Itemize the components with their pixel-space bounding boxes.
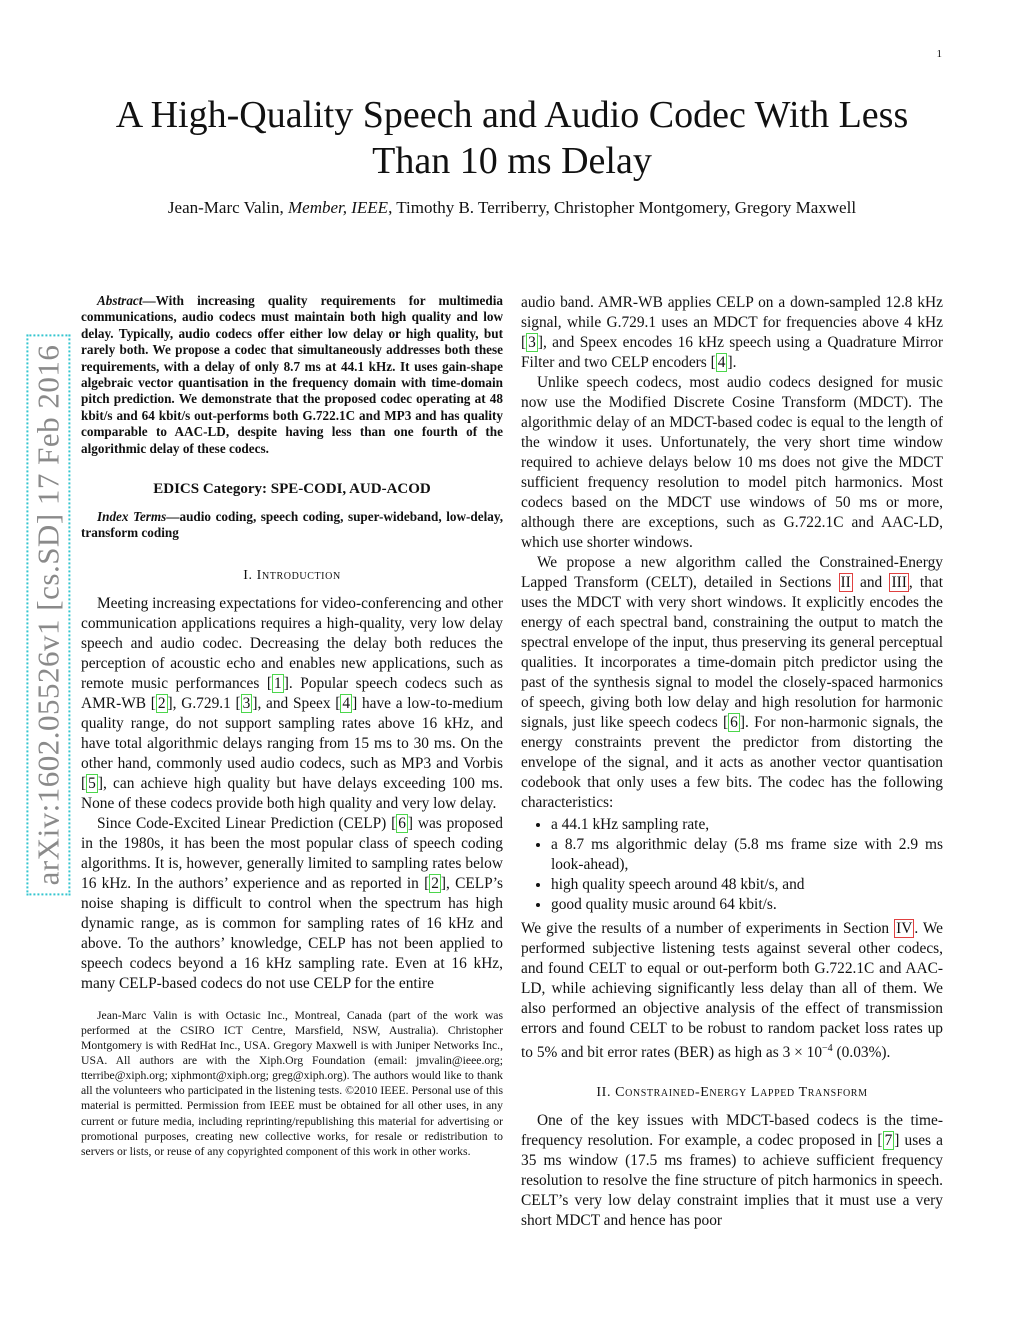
section-link[interactable]: IV (896, 920, 913, 937)
abstract-text: —With increasing quality requirements for multimedia communications, audio codecs must maintain both high quality and low delay. Typically, audio codecs offer either low delay or high quality, but rarely both. We propose a codec that simultaneously addresses both these requirements, with a delay of only 8.7 ms at 44.1 kHz. It uses gain-shape algebraic vector quantisation in the frequency domain with time-domain pitch prediction. We demonstrate that the proposed codec operating at 48 kbit/s and 64 kbit/s out-performs both G.722.1C and MP3 and has quality comparable to AAC-LD, despite having less than one fourth of the algorithmic delay of these codecs. (81, 293, 503, 456)
right-paragraph-2: Unlike speech codecs, most audio codecs designed for music now use the Modified Discrete Cosine Transform (MDCT). The algorithmic delay of an MDCT-based codec is equal to the length of the window it uses. Unfortunately, the very short time window required to achieve delays below 10 ms does not give the MDCT sufficient frequency resolution to model pitch harmonics. Most codecs based on the MDCT use windows of 50 ms or more, although there are exceptions, such as G.722.1C and AAC-LD, which use shorter windows. (521, 374, 943, 551)
right-paragraph-4 (521, 919, 943, 1063)
citation-link[interactable]: 4 (342, 694, 351, 712)
edics-category: EDICS Category: SPE-CODI, AUD-ACOD (153, 481, 431, 498)
text-run: audio band. AMR-WB applies CELP on a down-sampled 12.8 kHz signal, while G.729.1 uses an MDCT for frequencies above 4 kHz [ (521, 294, 943, 351)
index-terms (81, 509, 503, 542)
text-run: We propose a new algorithm called the Constrained-Energy Lapped Transform (CELT), detailed in Sections (521, 554, 943, 591)
citation-link[interactable]: 5 (88, 774, 96, 792)
text-run: ]. For non-harmonic signals, the energy constraints prevent the predictor from distorting the envelope of the signal, and it acts as another vector quantisation codebook that only uses a few bits. The codec has the following characteristics: (521, 714, 944, 811)
citation-link[interactable]: 6 (398, 814, 406, 832)
text-run: (0.03%). (832, 1044, 891, 1062)
right-paragraph-1 (521, 293, 943, 373)
section-link[interactable]: II (840, 574, 851, 591)
intro-paragraph-1 (81, 594, 503, 814)
text-run: We give the results of a number of experiments in Section (521, 920, 895, 937)
page-number: 1 (936, 48, 942, 60)
text-run: ], and Speex encodes 16 kHz speech using a Quadrature Mirror Filter and two CELP encoders [ (521, 334, 943, 371)
author-title: Member, IEEE (287, 198, 389, 217)
citation-link[interactable]: 4 (717, 354, 726, 371)
first-author: Jean-Marc Valin, (167, 198, 288, 217)
citation-link[interactable]: 3 (242, 694, 251, 712)
section-link[interactable]: III (891, 574, 907, 591)
exponent: −4 (822, 1043, 833, 1054)
citation-link[interactable]: 6 (730, 714, 738, 731)
text-run: ]. Popular speech codecs such as AMR-WB [ (81, 674, 503, 712)
citation-link[interactable]: 7 (884, 1132, 893, 1150)
intro-paragraph-2 (81, 814, 503, 994)
list-item: • good quality music around 64 kbit/s. (551, 895, 943, 915)
citation-link[interactable]: 3 (528, 334, 536, 351)
text-run: . We performed subjective listening tests against several other codecs, and found CELT to equal or out-perform both G.722.1C and AAC-LD, while achieving significantly less delay than all of them. We also performed an objective analysis of the effect of transmission errors and found CELT to be robust to random packet loss rates up to 5% and bit error rates (BER) as high as 3 × 10 (521, 920, 943, 1062)
right-paragraph-5 (521, 1111, 943, 1231)
citation-link[interactable]: 2 (157, 694, 166, 712)
author-list (80, 198, 944, 218)
list-item: • a 44.1 kHz sampling rate, (551, 815, 943, 835)
list-item: • a 8.7 ms algorithmic delay (5.8 ms frame size with 2.9 ms look-ahead), (551, 835, 943, 875)
right-paragraph-3 (521, 553, 943, 813)
right-column (521, 293, 943, 1231)
abstract-label: Abstract (97, 293, 143, 308)
text-run: ] uses a 35 ms window (17.5 ms frames) to achieve sufficient frequency resolution to resolve the fine structure of pitch harmonics in speech. CELT’s very low delay constraint implies that it must use a very short MDCT and hence has poor (521, 1132, 943, 1230)
text-run: ]. (727, 354, 737, 371)
index-terms-text: —audio coding, speech coding, super-wideband, low-delay, transform coding (81, 509, 503, 541)
paper-title: A High-Quality Speech and Audio Codec With Less Than 10 ms Delay (115, 94, 909, 182)
arxiv-id[interactable]: arXiv:1602.05526v1 [cs.SD] 17 Feb 2016 (26, 335, 70, 896)
text-run: Meeting increasing expectations for video-conferencing and other communication applications requires a high-quality, very low delay speech and audio codec. Decreasing the delay both reduces the perception of acoustic echo and enables new applications, such as remote music performances [ (81, 594, 503, 692)
text-run: ] have a low-to-medium quality range, do not support sampling rates above 16 kHz, and have total algorithmic delays ranging from 15 ms to 30 ms. On the other hand, commonly used audio codecs, such as MP3 and Vorbis [ (81, 694, 503, 792)
list-item: • high quality speech around 48 kbit/s, and (551, 875, 943, 895)
abstract (81, 293, 503, 457)
index-terms-label: Index Terms (97, 509, 167, 525)
text-run: ] was proposed in the 1980s, it has been the most popular class of speech coding algorithms. It is, however, generally limited to sampling rates below 16 kHz. In the authors’ experience and as reported in [ (81, 814, 503, 892)
characteristics-list (521, 815, 943, 915)
left-column (81, 293, 503, 1171)
text-run: One of the key issues with MDCT-based codecs is the time-frequency resolution. For example, a codec proposed in [ (521, 1112, 943, 1150)
other-authors: , Timothy B. Terriberry, Christopher Montgomery, Gregory Maxwell (388, 198, 857, 217)
section-heading-celt: II. Constrained-Energy Lapped Transform (596, 1085, 868, 1101)
text-run: ], CELP’s noise shaping is difficult to control when the spectrum has high dynamic range, as is common for sampling rates of 16 kHz and above. To the authors’ knowledge, CELP has not been applied to speech codecs beyond a 16 kHz sampling rate. Even at 16 kHz, many CELP-based codecs do not use CELP for the entire (81, 874, 504, 992)
affiliation-footnote: Jean-Marc Valin is with Octasic Inc., Montreal, Canada (part of the work was performed at the CSIRO ICT Centre, Marsfield, NSW, Australia). Christopher Montgomery is with RedHat Inc., USA. Gregory Maxwell is with Juniper Networks Inc., USA. All authors are with the Xiph.Org Foundation (email: jmvalin@ieee.org; tterribe@xiph.org; xiphmont@xiph.org; greg@xiph.org). The authors would like to thank all the volunteers who participated in the listening tests. ©2010 IEEE. Personal use of this material is permitted. Permission from IEEE must be obtained for all other uses, in any current or future media, including reprinting/republishing this material for advertising or promotional purposes, creating new collective works, for resale or redistribution to servers or lists, or reuse of any copyrighted component of this work in other works. (81, 1008, 503, 1158)
arxiv-stamp (18, 320, 78, 910)
text-run: , that uses the MDCT with very short windows. It explicitly encodes the energy of each spectral band, constraining the output to match the spectral envelope of the input, thus preserving its general perceptual qualities. It incorporates a time-domain pitch predictor using the past of the synthesis signal to model the closely-spaced harmonics of speech, giving both low delay and high resolution for harmonic signals, just like speech codecs [ (521, 574, 943, 731)
text-run: and (852, 574, 890, 591)
text-run: ], and Speex [ (252, 694, 341, 712)
text-run: ], G.729.1 [ (167, 694, 241, 712)
text-run: ], can achieve high quality but have delays exceeding 100 ms. None of these codecs provide both high quality and very low delay. (81, 774, 503, 812)
section-heading-introduction: I. Introduction (243, 567, 341, 583)
text-run: Since Code-Excited Linear Prediction (CELP) [ (97, 814, 397, 832)
citation-link[interactable]: 1 (273, 674, 282, 692)
citation-link[interactable]: 2 (431, 874, 439, 892)
